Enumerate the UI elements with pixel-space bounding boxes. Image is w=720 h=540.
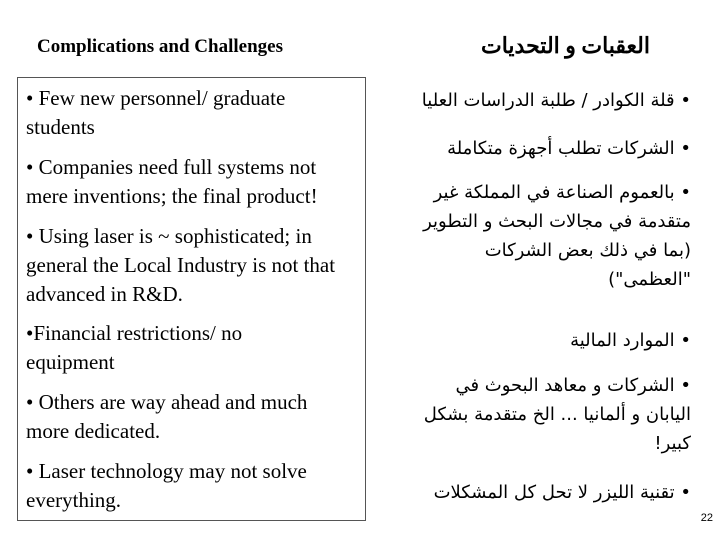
text-line: • قلة الكوادر / طلبة الدراسات العليا — [421, 90, 691, 111]
english-point — [26, 457, 362, 515]
arabic-point — [391, 86, 691, 115]
text-line: •Financial restrictions/ no — [26, 321, 243, 345]
arabic-point — [391, 134, 691, 163]
arabic-point — [391, 326, 691, 355]
english-point — [26, 84, 362, 142]
text-line: • الشركات و معاهد البحوث في — [455, 375, 691, 396]
text-line: equipment — [26, 350, 115, 374]
english-point — [26, 319, 362, 377]
english-point — [26, 153, 362, 211]
text-line: • Companies need full systems not — [26, 155, 317, 179]
text-line: • Using laser is ~ sophisticated; in — [26, 224, 312, 248]
text-line: everything. — [26, 488, 122, 512]
page-number: 22 — [700, 512, 713, 524]
text-line: more dedicated. — [26, 419, 161, 443]
text-line: • الشركات تطلب أجهزة متكاملة — [447, 138, 691, 159]
text-line: • بالعموم الصناعة في المملكة غير — [433, 182, 691, 203]
text-line: • Few new personnel/ graduate — [26, 86, 286, 110]
text-line: mere inventions; the final product! — [26, 184, 318, 208]
arabic-point — [391, 478, 691, 507]
text-line: متقدمة في مجالات البحث و التطوير — [423, 211, 691, 232]
text-line: • تقنية الليزر لا تحل كل المشكلات — [433, 482, 691, 503]
text-line: (بما في ذلك بعض الشركات — [484, 240, 691, 261]
text-line: general the Local Industry is not that — [26, 253, 336, 277]
english-point — [26, 388, 362, 446]
text-line: students — [26, 115, 95, 139]
arabic-point — [391, 178, 691, 294]
arabic-point — [391, 371, 691, 458]
text-line: • الموارد المالية — [570, 330, 691, 351]
english-point — [26, 222, 362, 309]
text-line: كبير! — [654, 433, 691, 454]
text-line: advanced in R&D. — [26, 282, 183, 306]
text-line: اليابان و ألمانيا ... الخ متقدمة بشكل — [423, 404, 691, 425]
text-line: "العظمى") — [608, 269, 691, 290]
text-line: • Others are way ahead and much — [26, 390, 308, 414]
text-line: • Laser technology may not solve — [26, 459, 307, 483]
english-heading: Complications and Challenges — [37, 36, 283, 57]
arabic-heading: العقبات و التحديات — [481, 33, 650, 58]
